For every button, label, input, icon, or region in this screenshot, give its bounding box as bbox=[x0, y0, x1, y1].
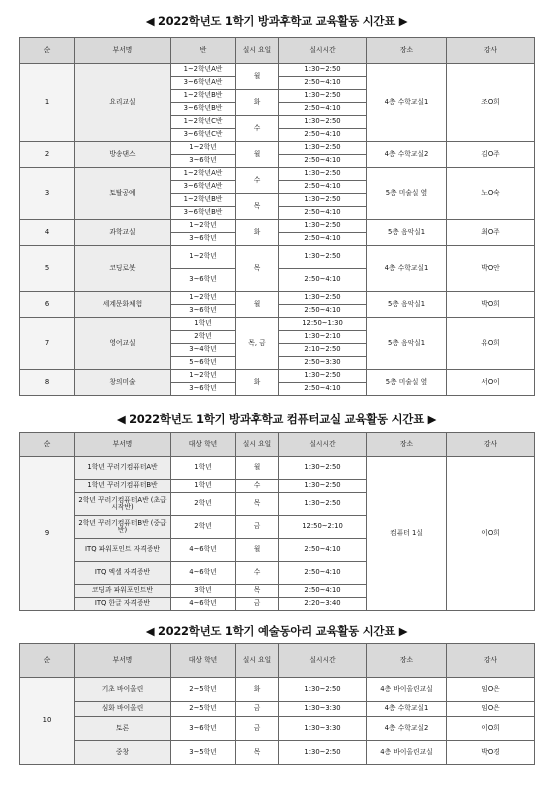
time: 2:50~4:10 bbox=[279, 181, 367, 194]
table-row bbox=[20, 292, 535, 305]
class-name: 1~2학년A반 bbox=[171, 64, 236, 77]
time: 1:30~3:30 bbox=[279, 702, 367, 717]
header-time: 실시시간 bbox=[279, 433, 367, 457]
time: 1:30~2:50 bbox=[279, 220, 367, 233]
timetable-title-1: ◀ 2022학년도 1학기 방과후학교 교육활동 시간표 ▶ bbox=[145, 14, 408, 28]
day: 화 bbox=[236, 90, 279, 116]
class-name: 3~6학년A반 bbox=[171, 181, 236, 194]
row-number: 10 bbox=[20, 678, 75, 765]
class-name: 1~2학년B반 bbox=[171, 90, 236, 103]
time: 2:50~4:10 bbox=[279, 585, 367, 598]
table1-header-row bbox=[20, 38, 535, 64]
time: 2:50~4:10 bbox=[279, 383, 367, 396]
table2-header-row bbox=[20, 433, 535, 457]
teacher: 이O희 bbox=[447, 717, 535, 741]
time: 1:30~2:50 bbox=[279, 493, 367, 516]
art-club-timetable bbox=[19, 643, 535, 765]
day: 월 bbox=[236, 64, 279, 90]
header-no: 순 bbox=[20, 644, 75, 678]
time: 2:50~4:10 bbox=[279, 155, 367, 168]
header-day: 실시 요일 bbox=[236, 38, 279, 64]
header-grade: 대상 학년 bbox=[171, 433, 236, 457]
dept-name: 1학년 꾸러기컴퓨터B반 bbox=[75, 480, 171, 493]
time: 2:10~2:50 bbox=[279, 344, 367, 357]
header-no: 순 bbox=[20, 433, 75, 457]
place: 5층 음악실1 bbox=[367, 318, 447, 370]
header-time: 실시시간 bbox=[279, 644, 367, 678]
class-name: 3~6학년 bbox=[171, 383, 236, 396]
grade: 4~6학년 bbox=[171, 562, 236, 585]
class-name: 1학년 bbox=[171, 318, 236, 331]
table-row bbox=[20, 246, 535, 269]
place: 5층 미술실 옆 bbox=[367, 168, 447, 220]
grade: 1학년 bbox=[171, 480, 236, 493]
timetable-title-2: ◀ 2022학년도 1학기 방과후학교 컴퓨터교실 교육활동 시간표 ▶ bbox=[116, 412, 437, 426]
place: 컴퓨터 1실 bbox=[367, 457, 447, 611]
class-name: 1~2학년 bbox=[171, 220, 236, 233]
time: 2:50~4:10 bbox=[279, 129, 367, 142]
time: 2:20~3:40 bbox=[279, 598, 367, 611]
day: 금 bbox=[236, 598, 279, 611]
day: 목 bbox=[236, 585, 279, 598]
day: 목, 금 bbox=[236, 318, 279, 370]
place: 4층 수학교실1 bbox=[367, 702, 447, 717]
class-name: 1~2학년 bbox=[171, 142, 236, 155]
table3-header-row bbox=[20, 644, 535, 678]
dept-name: 요리교실 bbox=[75, 64, 171, 142]
grade: 2학년 bbox=[171, 516, 236, 539]
day: 금 bbox=[236, 717, 279, 741]
table-row bbox=[20, 64, 535, 77]
dept-name: 코딩로봇 bbox=[75, 246, 171, 292]
place: 5층 음악실1 bbox=[367, 292, 447, 318]
time: 12:50~2:10 bbox=[279, 516, 367, 539]
grade: 3~5학년 bbox=[171, 741, 236, 765]
table-row bbox=[20, 168, 535, 181]
row-number: 2 bbox=[20, 142, 75, 168]
header-dept: 부서명 bbox=[75, 433, 171, 457]
header-day: 실시 요일 bbox=[236, 433, 279, 457]
header-dept: 부서명 bbox=[75, 38, 171, 64]
teacher: 유O희 bbox=[447, 318, 535, 370]
grade: 2학년 bbox=[171, 493, 236, 516]
day: 목 bbox=[236, 194, 279, 220]
time: 2:50~3:30 bbox=[279, 357, 367, 370]
day: 수 bbox=[236, 480, 279, 493]
time: 1:30~2:50 bbox=[279, 116, 367, 129]
header-day: 실시 요일 bbox=[236, 644, 279, 678]
class-name: 3~6학년A반 bbox=[171, 77, 236, 90]
grade: 2~5학년 bbox=[171, 702, 236, 717]
dept-name: 방송댄스 bbox=[75, 142, 171, 168]
time: 1:30~2:50 bbox=[279, 741, 367, 765]
table-row bbox=[20, 142, 535, 155]
day: 월 bbox=[236, 142, 279, 168]
row-number: 9 bbox=[20, 457, 75, 611]
place: 4층 바이올린교실 bbox=[367, 741, 447, 765]
place: 4층 수학교실1 bbox=[367, 246, 447, 292]
time: 1:30~2:50 bbox=[279, 168, 367, 181]
teacher: 조O희 bbox=[447, 64, 535, 142]
time: 1:30~2:50 bbox=[279, 142, 367, 155]
class-name: 3~6학년 bbox=[171, 269, 236, 292]
teacher: 서O이 bbox=[447, 370, 535, 396]
row-number: 7 bbox=[20, 318, 75, 370]
dept-name: 창의미술 bbox=[75, 370, 171, 396]
class-name: 3~4학년 bbox=[171, 344, 236, 357]
place: 4층 수학교실1 bbox=[367, 64, 447, 142]
time: 2:50~4:10 bbox=[279, 77, 367, 90]
day: 월 bbox=[236, 457, 279, 480]
header-place: 장소 bbox=[367, 433, 447, 457]
class-name: 2학년 bbox=[171, 331, 236, 344]
table-row bbox=[20, 678, 535, 702]
time: 2:50~4:10 bbox=[279, 207, 367, 220]
time: 2:50~4:10 bbox=[279, 539, 367, 562]
place: 4층 수학교실2 bbox=[367, 142, 447, 168]
teacher: 박O경 bbox=[447, 741, 535, 765]
row-number: 4 bbox=[20, 220, 75, 246]
row-number: 1 bbox=[20, 64, 75, 142]
day: 수 bbox=[236, 562, 279, 585]
time: 1:30~2:50 bbox=[279, 678, 367, 702]
place: 4층 바이올린교실 bbox=[367, 678, 447, 702]
class-name: 5~6학년 bbox=[171, 357, 236, 370]
time: 1:30~2:50 bbox=[279, 370, 367, 383]
class-name: 3~6학년 bbox=[171, 305, 236, 318]
grade: 1학년 bbox=[171, 457, 236, 480]
table-row bbox=[20, 741, 535, 765]
place: 5층 음악실1 bbox=[367, 220, 447, 246]
header-class: 반 bbox=[171, 38, 236, 64]
time: 1:30~2:10 bbox=[279, 331, 367, 344]
time: 2:50~4:10 bbox=[279, 103, 367, 116]
dept-name: ITQ 엑셀 자격증반 bbox=[75, 562, 171, 585]
header-place: 장소 bbox=[367, 644, 447, 678]
day: 수 bbox=[236, 168, 279, 194]
time: 1:30~3:30 bbox=[279, 717, 367, 741]
teacher: 박O안 bbox=[447, 246, 535, 292]
time: 2:50~4:10 bbox=[279, 233, 367, 246]
grade: 4~6학년 bbox=[171, 598, 236, 611]
computer-class-timetable bbox=[19, 432, 535, 611]
time: 12:50~1:30 bbox=[279, 318, 367, 331]
dept-name: 1학년 꾸러기컴퓨터A반 bbox=[75, 457, 171, 480]
dept-name: 기초 바이올린 bbox=[75, 678, 171, 702]
time: 1:30~2:50 bbox=[279, 90, 367, 103]
class-name: 1~2학년 bbox=[171, 292, 236, 305]
grade: 4~6학년 bbox=[171, 539, 236, 562]
dept-name: 과학교실 bbox=[75, 220, 171, 246]
dept-name: 토탈공예 bbox=[75, 168, 171, 220]
class-name: 3~6학년C반 bbox=[171, 129, 236, 142]
timetable-title-3: ◀ 2022학년도 1학기 예술동아리 교육활동 시간표 ▶ bbox=[145, 624, 408, 638]
teacher: 노O숙 bbox=[447, 168, 535, 220]
class-name: 1~2학년 bbox=[171, 246, 236, 269]
time: 2:50~4:10 bbox=[279, 269, 367, 292]
header-dept: 부서명 bbox=[75, 644, 171, 678]
time: 1:30~2:50 bbox=[279, 246, 367, 269]
time: 1:30~2:50 bbox=[279, 292, 367, 305]
teacher: 최O주 bbox=[447, 220, 535, 246]
class-name: 1~2학년B반 bbox=[171, 194, 236, 207]
grade: 3학년 bbox=[171, 585, 236, 598]
day: 목 bbox=[236, 493, 279, 516]
class-name: 1~2학년A반 bbox=[171, 168, 236, 181]
class-name: 3~6학년B반 bbox=[171, 103, 236, 116]
dept-name: 코딩과 파워포인트반 bbox=[75, 585, 171, 598]
time: 1:30~2:50 bbox=[279, 480, 367, 493]
dept-name: 토론 bbox=[75, 717, 171, 741]
time: 2:50~4:10 bbox=[279, 562, 367, 585]
day: 목 bbox=[236, 246, 279, 292]
table-row bbox=[20, 220, 535, 233]
dept-name: 세계문화체험 bbox=[75, 292, 171, 318]
class-name: 3~6학년B반 bbox=[171, 207, 236, 220]
header-teacher: 강사 bbox=[447, 644, 535, 678]
dept-name: ITQ 한글 자격증반 bbox=[75, 598, 171, 611]
table-row bbox=[20, 457, 535, 480]
dept-name: 영어교실 bbox=[75, 318, 171, 370]
class-name: 1~2학년 bbox=[171, 370, 236, 383]
row-number: 6 bbox=[20, 292, 75, 318]
grade: 2~5학년 bbox=[171, 678, 236, 702]
day: 화 bbox=[236, 220, 279, 246]
teacher: 박O희 bbox=[447, 292, 535, 318]
table-row bbox=[20, 318, 535, 331]
class-name: 1~2학년C반 bbox=[171, 116, 236, 129]
class-name: 3~6학년 bbox=[171, 155, 236, 168]
time: 1:30~2:50 bbox=[279, 64, 367, 77]
row-number: 8 bbox=[20, 370, 75, 396]
place: 5층 미술실 옆 bbox=[367, 370, 447, 396]
header-teacher: 강사 bbox=[447, 38, 535, 64]
header-no: 순 bbox=[20, 38, 75, 64]
time: 1:30~2:50 bbox=[279, 194, 367, 207]
header-grade: 대상 학년 bbox=[171, 644, 236, 678]
day: 금 bbox=[236, 516, 279, 539]
dept-name: 2학년 꾸러기컴퓨터B반 (중급반) bbox=[75, 516, 171, 539]
day: 금 bbox=[236, 702, 279, 717]
teacher: 임O은 bbox=[447, 702, 535, 717]
header-teacher: 강사 bbox=[447, 433, 535, 457]
day: 수 bbox=[236, 116, 279, 142]
place: 4층 수학교실2 bbox=[367, 717, 447, 741]
dept-name: 중창 bbox=[75, 741, 171, 765]
afterschool-timetable bbox=[19, 37, 535, 396]
row-number: 5 bbox=[20, 246, 75, 292]
day: 월 bbox=[236, 292, 279, 318]
table-row bbox=[20, 370, 535, 383]
day: 화 bbox=[236, 370, 279, 396]
time: 2:50~4:10 bbox=[279, 305, 367, 318]
class-name: 3~6학년 bbox=[171, 233, 236, 246]
table-row bbox=[20, 717, 535, 741]
teacher: 임O은 bbox=[447, 678, 535, 702]
header-place: 장소 bbox=[367, 38, 447, 64]
grade: 3~6학년 bbox=[171, 717, 236, 741]
table-row bbox=[20, 702, 535, 717]
dept-name: ITQ 파워포인트 자격증반 bbox=[75, 539, 171, 562]
time: 1:30~2:50 bbox=[279, 457, 367, 480]
teacher: 김O주 bbox=[447, 142, 535, 168]
row-number: 3 bbox=[20, 168, 75, 220]
dept-name: 심화 바이올린 bbox=[75, 702, 171, 717]
dept-name: 2학년 꾸러기컴퓨터A반 (초급시작반) bbox=[75, 493, 171, 516]
teacher: 이O희 bbox=[447, 457, 535, 611]
day: 목 bbox=[236, 741, 279, 765]
day: 화 bbox=[236, 678, 279, 702]
header-time: 실시시간 bbox=[279, 38, 367, 64]
day: 월 bbox=[236, 539, 279, 562]
